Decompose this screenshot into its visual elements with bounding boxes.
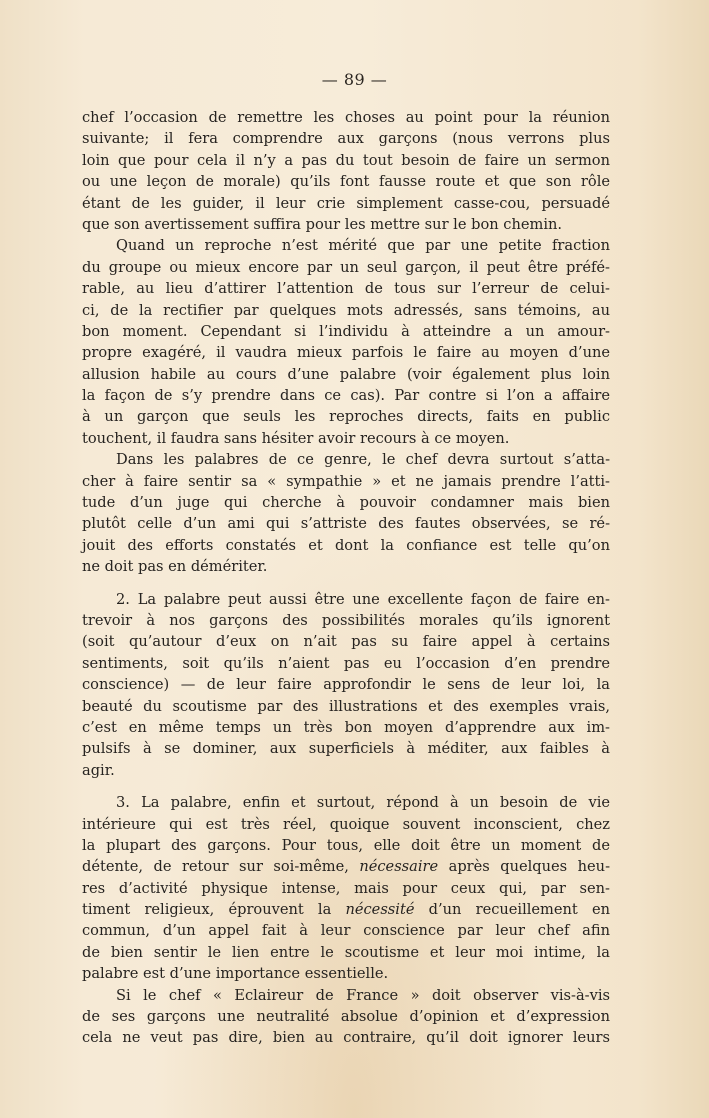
text-segment: après quelques heu- [448, 858, 611, 876]
italic-word: nécessaire [359, 858, 439, 876]
text-line: suivante; il fera comprendre aux garçons (nous verrons plus [82, 130, 610, 148]
text-line: pulsifs à se dominer, aux superficiels à méditer, aux faibles à [82, 740, 610, 758]
text-line: palabre est d’une importance essentielle. [82, 965, 389, 983]
text-line: à un garçon que seuls les reproches directs, faits en public [82, 408, 610, 426]
text-line: jouit des efforts constatés et dont la confiance est telle qu’on [82, 536, 610, 554]
text-line: touchent, il faudra sans hésiter avoir recours à ce moyen. [82, 429, 510, 447]
text-line: plutôt celle d’un ami qui s’attriste des fautes observées, se ré- [82, 515, 610, 533]
text-line: de ses garçons une neutralité absolue d’opinion et d’expression [82, 1008, 610, 1026]
text-line: (soit qu’autour d’eux on n’ait pas su faire appel à certains [82, 633, 610, 651]
text-line: bon moment. Cependant si l’individu à atteindre a un amour- [82, 322, 610, 340]
text-segment: d’un recueillement en [428, 901, 610, 919]
text-line: loin que pour cela il n’y a pas du tout besoin de faire un sermon [82, 151, 610, 169]
text-line: intérieure qui est très réel, quoique souvent inconscient, chez [82, 815, 610, 833]
paragraph-gap [82, 781, 610, 792]
text-line: res d’activité physique intense, mais pour ceux qui, par sen- [82, 879, 610, 897]
text-line: rable, au lieu d’attirer l’attention de tous sur l’erreur de celui- [82, 280, 610, 298]
text-line: ou une leçon de morale) qu’ils font fausse route et que son rôle [82, 173, 610, 191]
text-line: la façon de s’y prendre dans ce cas). Par contre si l’on a affaire [82, 387, 610, 405]
text-line: beauté du scoutisme par des illustrations et des exemples vrais, [82, 697, 610, 715]
text-line: 3. La palabre, enfin et surtout, répond à un besoin de vie [116, 794, 610, 812]
text-line: c’est en même temps un très bon moyen d’apprendre aux im- [82, 718, 610, 736]
text-line: ne doit pas en démériter. [82, 558, 268, 576]
text-segment: timent religieux, éprouvent la [82, 901, 332, 919]
text-line: Dans les palabres de ce genre, le chef devra surtout s’atta- [116, 451, 610, 469]
text-segment: détente, de retour sur soi-même, [82, 858, 349, 876]
text-line: agir. [82, 761, 115, 779]
text-line: commun, d’un appel fait à leur conscience par leur chef afin [82, 922, 610, 940]
body-text [82, 107, 610, 1049]
text-line: propre exagéré, il vaudra mieux parfois le faire au moyen d’une [82, 344, 610, 362]
paragraph-gap [82, 578, 610, 589]
text-line: Si le chef « Eclaireur de France » doit observer vis-à-vis [116, 986, 610, 1004]
text-line: étant de les guider, il leur crie simplement casse-cou, persuadé [82, 194, 610, 212]
text-line [82, 899, 610, 920]
text-line: cela ne veut pas dire, bien au contraire, qu’il doit ignorer leurs [82, 1029, 610, 1047]
text-line: 2. La palabre peut aussi être une excellente façon de faire en- [116, 590, 610, 608]
text-line: ci, de la rectifier par quelques mots adressés, sans témoins, au [82, 301, 610, 319]
text-line: que son avertissement suffira pour les mettre sur le bon chemin. [82, 215, 563, 233]
text-line: conscience) — de leur faire approfondir le sens de leur loi, la [82, 676, 610, 694]
text-line: trevoir à nos garçons des possibilités morales qu’ils ignorent [82, 611, 610, 629]
text-line [82, 856, 610, 877]
text-line: de bien sentir le lien entre le scoutisme et leur moi intime, la [82, 943, 610, 961]
page-number: — 89 — [321, 70, 388, 89]
text-line: du groupe ou mieux encore par un seul garçon, il peut être préfé- [82, 258, 610, 276]
italic-word: nécessité [345, 901, 415, 919]
text-line: Quand un reproche n’est mérité que par une petite fraction [116, 237, 610, 255]
text-line: allusion habile au cours d’une palabre (voir également plus loin [82, 365, 610, 383]
text-line: chef l’occasion de remettre les choses au point pour la réunion [82, 109, 610, 126]
text-line: la plupart des garçons. Pour tous, elle doit être un moment de [82, 836, 610, 854]
text-line: cher à faire sentir sa « sympathie » et ne jamais prendre l’atti- [82, 472, 610, 490]
text-line: tude d’un juge qui cherche à pouvoir condamner mais bien [82, 494, 610, 512]
text-line: sentiments, soit qu’ils n’aient pas eu l’occasion d’en prendre [82, 654, 610, 672]
